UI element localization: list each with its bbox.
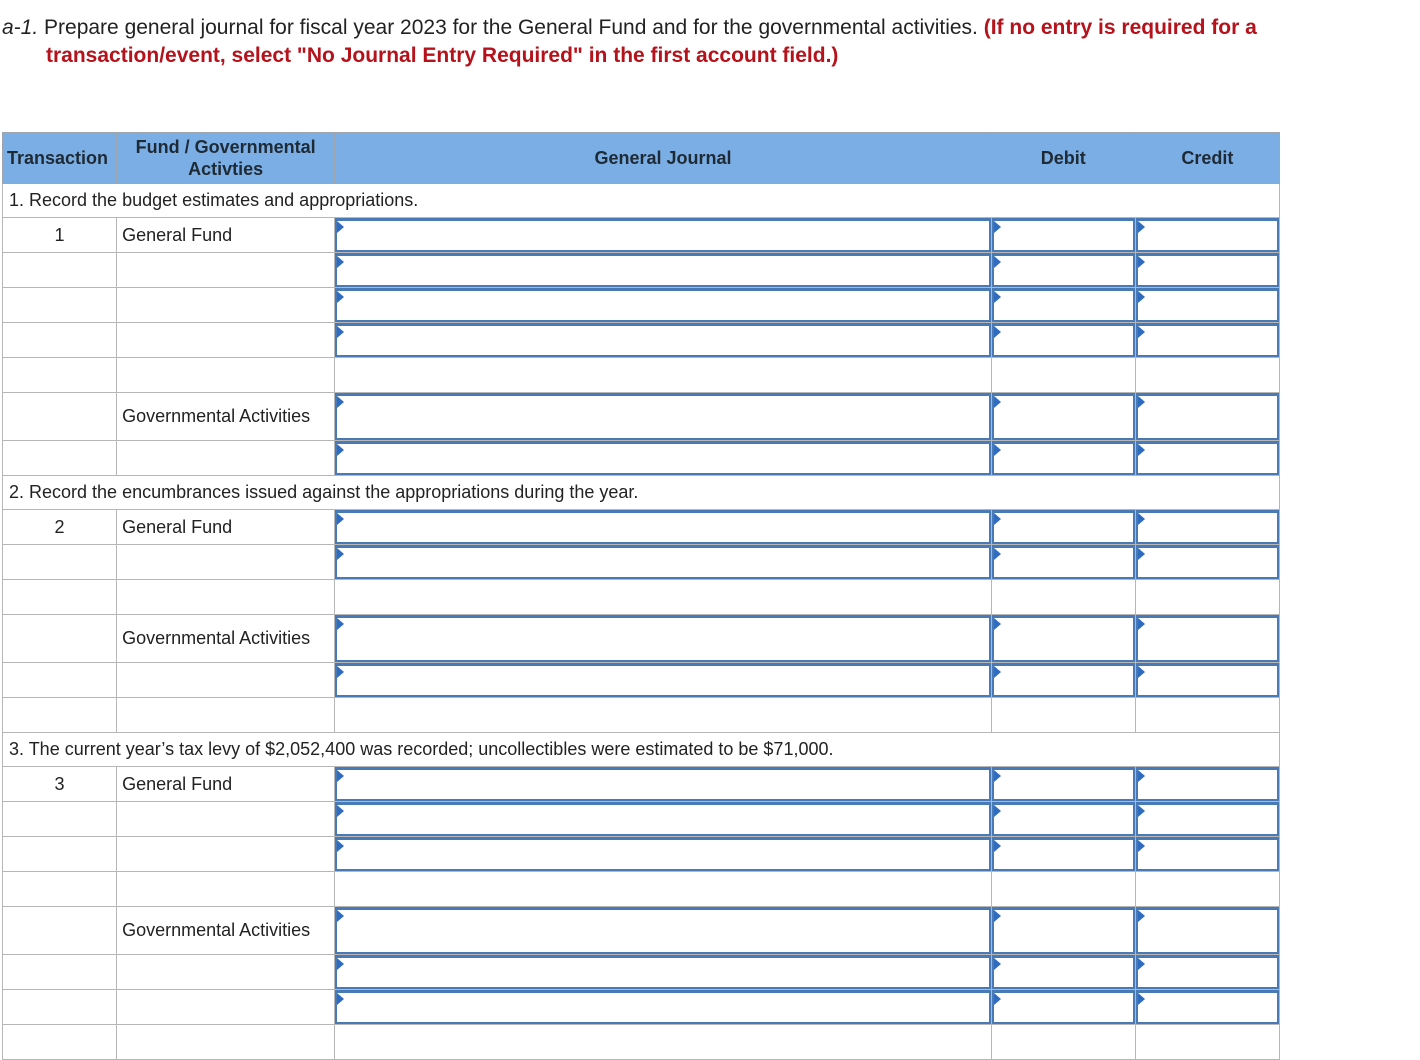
debit-field-cell (991, 990, 1135, 1025)
account-field-cell (335, 218, 992, 253)
debit-field[interactable] (992, 802, 1135, 836)
credit-field[interactable] (1136, 218, 1279, 252)
empty-cell (991, 698, 1135, 733)
credit-field[interactable] (1136, 510, 1279, 544)
debit-field[interactable] (992, 288, 1135, 322)
credit-field-cell (1135, 323, 1279, 358)
debit-field[interactable] (992, 907, 1135, 954)
debit-field-cell (991, 802, 1135, 837)
transaction-number (3, 580, 117, 615)
transaction-number (3, 358, 117, 393)
transaction-prompt: 3. The current year’s tax levy of $2,052,400 was recorded; uncollectibles were estimated to be $71,000. (3, 733, 1280, 767)
fund-label (117, 580, 335, 615)
header-general-journal: General Journal (335, 133, 992, 184)
journal-row (3, 907, 1280, 955)
fund-label (117, 545, 335, 580)
account-field[interactable] (335, 955, 991, 989)
journal-row (3, 393, 1280, 441)
journal-row (3, 767, 1280, 802)
credit-field[interactable] (1136, 253, 1279, 287)
header-fund: Fund / Governmental Activties (117, 133, 335, 184)
credit-field-cell (1135, 955, 1279, 990)
transaction-prompt: 2. Record the encumbrances issued against the appropriations during the year. (3, 476, 1280, 510)
transaction-number (3, 837, 117, 872)
fund-label (117, 323, 335, 358)
account-field[interactable] (335, 253, 991, 287)
debit-field-cell (991, 323, 1135, 358)
transaction-number: 3 (3, 767, 117, 802)
journal-row (3, 663, 1280, 698)
journal-row (3, 441, 1280, 476)
header-debit: Debit (991, 133, 1135, 184)
account-field-cell (335, 393, 992, 441)
debit-field-cell (991, 218, 1135, 253)
empty-cell (335, 1025, 992, 1060)
debit-field-cell (991, 955, 1135, 990)
credit-field-cell (1135, 663, 1279, 698)
transaction-prompt: 1. Record the budget estimates and appropriations. (3, 184, 1280, 218)
debit-field[interactable] (992, 323, 1135, 357)
transaction-prompt-row (3, 184, 1280, 218)
debit-field[interactable] (992, 955, 1135, 989)
fund-label (117, 1025, 335, 1060)
instructions (2, 14, 1412, 70)
transaction-number (3, 615, 117, 663)
transaction-number: 2 (3, 510, 117, 545)
empty-cell (991, 358, 1135, 393)
empty-cell (1135, 872, 1279, 907)
fund-label (117, 837, 335, 872)
credit-field[interactable] (1136, 545, 1279, 579)
journal-row (3, 1025, 1280, 1060)
debit-field-cell (991, 837, 1135, 872)
transaction-number (3, 698, 117, 733)
transaction-number (3, 955, 117, 990)
credit-field[interactable] (1136, 990, 1279, 1024)
account-field[interactable] (335, 545, 991, 579)
empty-cell (1135, 580, 1279, 615)
account-field[interactable] (335, 990, 991, 1024)
transaction-number (3, 907, 117, 955)
transaction-number (3, 872, 117, 907)
account-field[interactable] (335, 767, 991, 801)
empty-cell (991, 1025, 1135, 1060)
fund-label (117, 955, 335, 990)
account-field-cell (335, 288, 992, 323)
account-field-cell (335, 323, 992, 358)
account-field-cell (335, 767, 992, 802)
credit-field[interactable] (1136, 288, 1279, 322)
fund-label: Governmental Activities (117, 907, 335, 955)
part-number: a-1. (2, 16, 39, 39)
debit-field[interactable] (992, 393, 1135, 440)
journal-body (3, 184, 1280, 1060)
debit-field-cell (991, 253, 1135, 288)
fund-label (117, 441, 335, 476)
journal-row (3, 545, 1280, 580)
debit-field-cell (991, 393, 1135, 441)
debit-field[interactable] (992, 545, 1135, 579)
instruction-note-2: transaction/event, select "No Journal Entry Required" in the first account field.) (46, 44, 839, 67)
credit-field-cell (1135, 288, 1279, 323)
debit-field-cell (991, 288, 1135, 323)
credit-field[interactable] (1136, 837, 1279, 871)
account-field[interactable] (335, 288, 991, 322)
empty-cell (335, 872, 992, 907)
account-field[interactable] (335, 802, 991, 836)
debit-field-cell (991, 615, 1135, 663)
account-field[interactable] (335, 323, 991, 357)
journal-row (3, 837, 1280, 872)
account-field[interactable] (335, 615, 991, 662)
transaction-number (3, 441, 117, 476)
fund-label: Governmental Activities (117, 393, 335, 441)
credit-field-cell (1135, 393, 1279, 441)
journal-row (3, 615, 1280, 663)
credit-field-cell (1135, 767, 1279, 802)
empty-cell (1135, 358, 1279, 393)
empty-cell (335, 698, 992, 733)
credit-field[interactable] (1136, 767, 1279, 801)
account-field-cell (335, 441, 992, 476)
account-field[interactable] (335, 218, 991, 252)
account-field-cell (335, 802, 992, 837)
fund-label (117, 802, 335, 837)
account-field-cell (335, 545, 992, 580)
debit-field[interactable] (992, 510, 1135, 544)
journal-row (3, 698, 1280, 733)
account-field-cell (335, 907, 992, 955)
credit-field-cell (1135, 802, 1279, 837)
transaction-number (3, 253, 117, 288)
debit-field[interactable] (992, 253, 1135, 287)
journal-row (3, 323, 1280, 358)
journal-row (3, 802, 1280, 837)
credit-field-cell (1135, 253, 1279, 288)
fund-label (117, 253, 335, 288)
header-credit: Credit (1135, 133, 1279, 184)
transaction-number: 1 (3, 218, 117, 253)
empty-cell (991, 872, 1135, 907)
credit-field-cell (1135, 510, 1279, 545)
credit-field[interactable] (1136, 663, 1279, 697)
account-field[interactable] (335, 663, 991, 697)
fund-label: General Fund (117, 218, 335, 253)
debit-field-cell (991, 545, 1135, 580)
empty-cell (1135, 698, 1279, 733)
header-row (3, 133, 1280, 184)
credit-field[interactable] (1136, 955, 1279, 989)
account-field-cell (335, 955, 992, 990)
header-transaction: Transaction (3, 133, 117, 184)
transaction-number (3, 393, 117, 441)
fund-label (117, 663, 335, 698)
account-field[interactable] (335, 510, 991, 544)
credit-field-cell (1135, 907, 1279, 955)
account-field-cell (335, 615, 992, 663)
transaction-prompt-row (3, 476, 1280, 510)
credit-field-cell (1135, 545, 1279, 580)
account-field-cell (335, 837, 992, 872)
empty-cell (335, 580, 992, 615)
fund-label (117, 698, 335, 733)
journal-table (2, 132, 1280, 1060)
debit-field[interactable] (992, 663, 1135, 697)
transaction-number (3, 663, 117, 698)
instruction-note-1: (If no entry is required for a (983, 16, 1257, 39)
transaction-number (3, 1025, 117, 1060)
transaction-number (3, 323, 117, 358)
journal-row (3, 872, 1280, 907)
credit-field[interactable] (1136, 907, 1279, 954)
transaction-number (3, 545, 117, 580)
debit-field-cell (991, 907, 1135, 955)
instruction-text: Prepare general journal for fiscal year 2023 for the General Fund and for the governmental activities. (38, 16, 984, 39)
journal-row (3, 288, 1280, 323)
debit-field[interactable] (992, 990, 1135, 1024)
journal-row (3, 253, 1280, 288)
debit-field[interactable] (992, 767, 1135, 801)
account-field-cell (335, 253, 992, 288)
journal-row (3, 218, 1280, 253)
debit-field[interactable] (992, 837, 1135, 871)
credit-field[interactable] (1136, 441, 1279, 475)
debit-field-cell (991, 663, 1135, 698)
credit-field[interactable] (1136, 802, 1279, 836)
fund-label: General Fund (117, 510, 335, 545)
empty-cell (1135, 1025, 1279, 1060)
fund-label (117, 872, 335, 907)
debit-field[interactable] (992, 615, 1135, 662)
credit-field-cell (1135, 615, 1279, 663)
transaction-number (3, 288, 117, 323)
credit-field-cell (1135, 837, 1279, 872)
fund-label (117, 990, 335, 1025)
account-field-cell (335, 990, 992, 1025)
transaction-number (3, 990, 117, 1025)
journal-row (3, 955, 1280, 990)
fund-label: General Fund (117, 767, 335, 802)
account-field-cell (335, 510, 992, 545)
debit-field-cell (991, 510, 1135, 545)
credit-field-cell (1135, 218, 1279, 253)
journal-row (3, 358, 1280, 393)
account-field[interactable] (335, 907, 991, 954)
debit-field[interactable] (992, 218, 1135, 252)
debit-field[interactable] (992, 441, 1135, 475)
fund-label (117, 358, 335, 393)
empty-cell (335, 358, 992, 393)
debit-field-cell (991, 767, 1135, 802)
credit-field[interactable] (1136, 615, 1279, 662)
credit-field-cell (1135, 441, 1279, 476)
transaction-number (3, 802, 117, 837)
journal-row (3, 510, 1280, 545)
account-field[interactable] (335, 393, 991, 440)
fund-label: Governmental Activities (117, 615, 335, 663)
credit-field[interactable] (1136, 323, 1279, 357)
debit-field-cell (991, 441, 1135, 476)
journal-row (3, 990, 1280, 1025)
fund-label (117, 288, 335, 323)
credit-field[interactable] (1136, 393, 1279, 440)
credit-field-cell (1135, 990, 1279, 1025)
account-field[interactable] (335, 837, 991, 871)
journal-row (3, 580, 1280, 615)
account-field[interactable] (335, 441, 991, 475)
empty-cell (991, 580, 1135, 615)
account-field-cell (335, 663, 992, 698)
transaction-prompt-row (3, 733, 1280, 767)
